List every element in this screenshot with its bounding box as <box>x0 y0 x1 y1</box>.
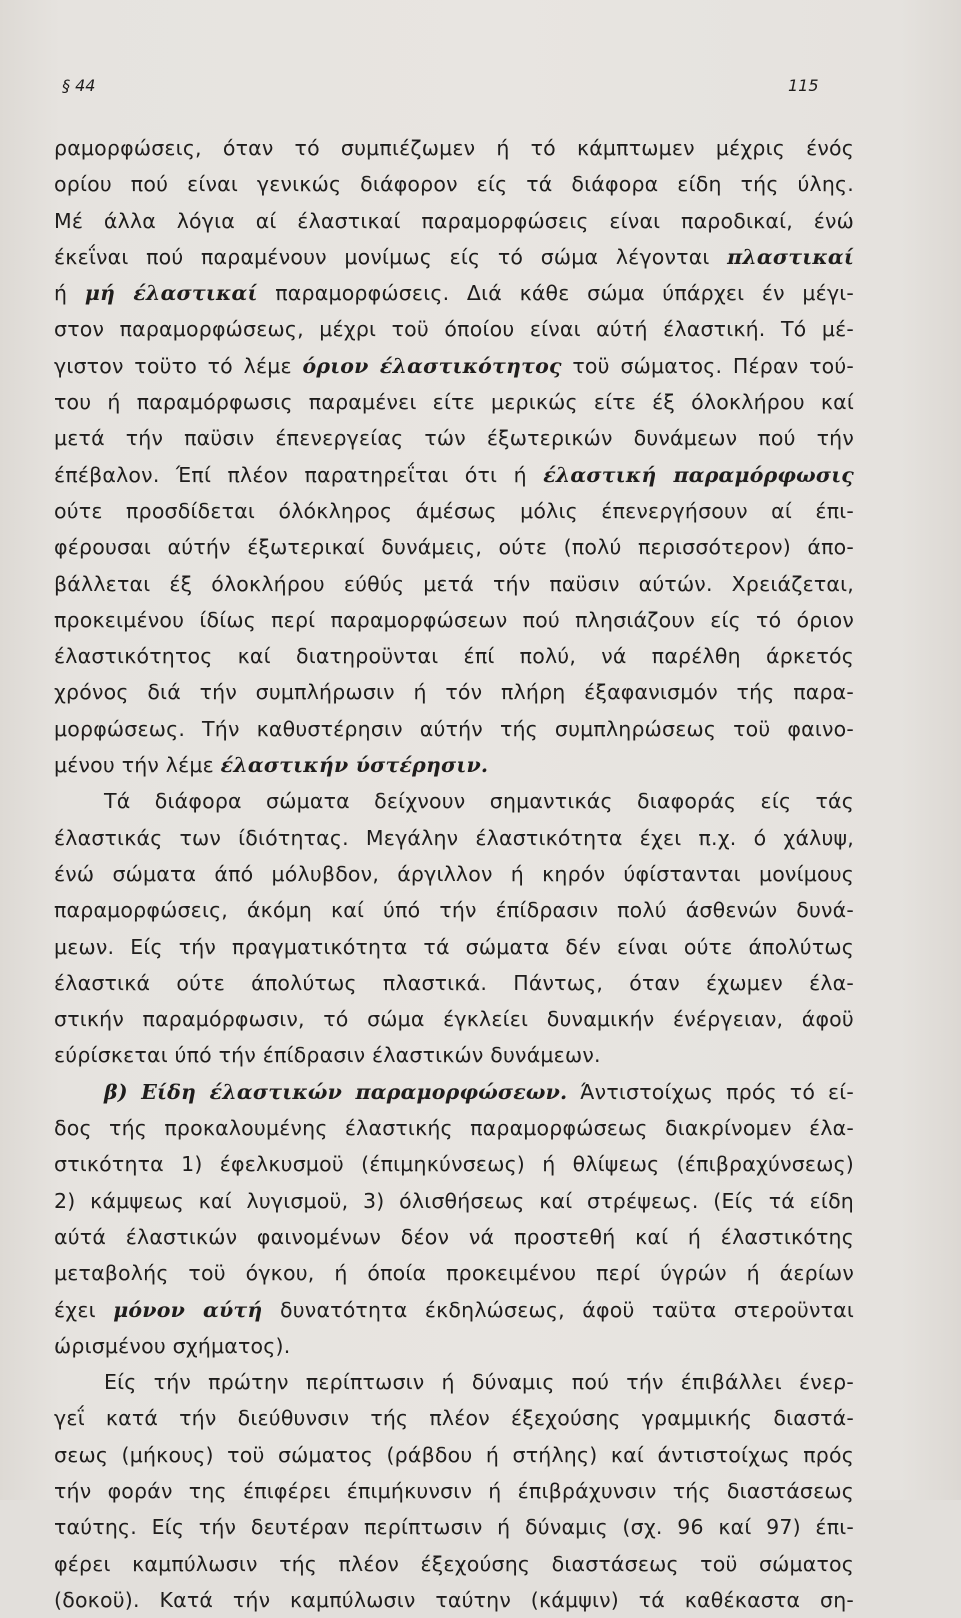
text-line <box>54 1292 854 1328</box>
subsection-heading-line <box>54 1074 854 1110</box>
text-run: τοϋ σώματος. Πέραν τού- <box>572 353 855 378</box>
text-line: έλαστικά ούτε άπολύτως πλαστικά. Πάντως, όταν έχωμεν έλα- <box>54 970 854 995</box>
text-line: στικότητα 1) έφελκυσμοϋ (έπιμηκύνσεως) ή θλίψεως (έπιβραχύνσεως) <box>54 1152 854 1177</box>
text-line: γεΐ κατά τήν διεύθυνσιν τής πλέον έξεχούσης γραμμικής διαστά- <box>54 1406 854 1431</box>
text-line: 2) κάμψεως καί λυγισμοϋ, 3) όλισθήσεως καί στρέψεως. (Είς τά είδη <box>54 1188 854 1213</box>
emphasis-term: όριον έλαστικότητος <box>302 353 562 378</box>
text-line: δος τής προκαλουμένης έλαστικής παραμορφώσεως διακρίνομεν έλα- <box>54 1116 854 1141</box>
text-line <box>54 239 854 275</box>
section-reference: § 44 <box>62 76 96 95</box>
text-line: εύρίσκεται ύπό τήν έπίδρασιν έλαστικών δυνάμεων. <box>54 1043 601 1068</box>
text-run: παραμορφώσεις. Διά κάθε σώμα ύπάρχει έν μέγι- <box>275 281 855 306</box>
text-run: ή <box>54 281 68 306</box>
text-line: τήν φοράν της έπιφέρει έπιμήκυνσιν ή έπιβράχυνσιν τής διαστάσεως <box>54 1478 854 1503</box>
text-line: (δοκοϋ). Κατά τήν καμπύλωσιν ταύτην (κάμψιν) τά καθέκαστα ση- <box>54 1587 854 1612</box>
text-line: φέρουσαι αύτήν έξωτερικαί δυνάμεις, ούτε (πολύ περισσότερον) άπο- <box>54 535 854 560</box>
text-line <box>54 348 854 384</box>
text-line <box>54 747 854 783</box>
page-number: 115 <box>788 76 819 95</box>
text-run: έχει <box>54 1297 96 1322</box>
text-line: φέρει καμπύλωσιν τής πλέον έξεχούσης διαστάσεως τοϋ σώματος <box>54 1551 854 1576</box>
text-run: μένου τήν λέμε <box>54 753 214 778</box>
text-line: μετά τήν παϋσιν έπενεργείας τών έξωτερικών δυνάμεων πού τήν <box>54 426 854 451</box>
text-line: παραμορφώσεις, άκόμη καί ύπό τήν έπίδρασιν πολύ άσθενών δυνά- <box>54 898 854 923</box>
body-text <box>54 130 854 1618</box>
emphasis-term: μόνον αύτή <box>113 1297 263 1322</box>
text-line: ώρισμένου σχήματος). <box>54 1333 291 1358</box>
text-line: του ή παραμόρφωσις παραμένει είτε μερικώς είτε έξ όλοκλήρου καί <box>54 390 854 415</box>
emphasis-term: έλαστική παραμόρφωσις <box>543 462 854 487</box>
paragraph-start-line: Είς τήν πρώτην περίπτωσιν ή δύναμις πού τήν έπιβάλλει ένερ- <box>104 1370 854 1395</box>
text-line: ορίου πού είναι γενικώς διάφορον είς τά διάφορα είδη τής ύλης. <box>54 172 854 197</box>
text-line: χρόνος διά τήν συμπλήρωσιν ή τόν πλήρη έξαφανισμόν τής παρα- <box>54 680 854 705</box>
text-line: αύτά έλαστικών φαινομένων δέον νά προστεθή καί ή έλαστικότης <box>54 1224 854 1249</box>
paragraph-start-line: Τά διάφορα σώματα δείχνουν σημαντικάς διαφοράς είς τάς <box>104 789 854 814</box>
text-line: μεων. Είς τήν πραγματικότητα τά σώματα δέν είναι ούτε άπολύτως <box>54 934 854 959</box>
text-run: Άντιστοίχως πρός τό εί- <box>580 1079 854 1104</box>
text-line: έλαστικάς των ίδιότητας. Μεγάλην έλαστικότητα έχει π.χ. ό χάλυψ, <box>54 825 854 850</box>
text-run: έπέβαλον. Έπί πλέον παρατηρεΐται ότι ή <box>54 462 527 487</box>
text-run: γιστον τοϋτο τό λέμε <box>54 353 292 378</box>
text-line: προκειμένου ίδίως περί παραμορφώσεων πού πλησιάζουν είς τό όριον <box>54 607 854 632</box>
text-line: μορφώσεως. Τήν καθυστέρησιν αύτήν τής συμπληρώσεως τοϋ φαινο- <box>54 716 854 741</box>
emphasis-term: πλαστικαί <box>727 244 854 269</box>
text-line: βάλλεται έξ όλοκλήρου εύθύς μετά τήν παϋσιν αύτών. Χρειάζεται, <box>54 571 854 596</box>
running-header <box>0 76 961 100</box>
subsection-heading: β) Είδη έλαστικών παραμορφώσεων. <box>104 1079 568 1104</box>
text-line: σεως (μήκους) τοϋ σώματος (ράβδου ή στήλης) καί άντιστοίχως πρός <box>54 1442 854 1467</box>
text-line: Μέ άλλα λόγια αί έλαστικαί παραμορφώσεις είναι παροδικαί, ένώ <box>54 208 854 233</box>
text-line: στικήν παραμόρφωσιν, τό σώμα έγκλείει δυναμικήν ένέργειαν, άφοϋ <box>54 1007 854 1032</box>
text-run: δυνατότητα έκδηλώσεως, άφοϋ ταϋτα στεροϋνται <box>279 1297 855 1322</box>
text-line: στον παραμορφώσεως, μέχρι τοϋ όποίου είναι αύτή έλαστική. Τό μέ- <box>54 317 854 342</box>
text-line: ταύτης. Είς τήν δευτέραν περίπτωσιν ή δύναμις (σχ. 96 καί 97) έπι- <box>54 1515 854 1540</box>
text-line <box>54 457 854 493</box>
emphasis-term: έλαστικήν ύστέρησιν. <box>220 753 489 778</box>
text-line: έλαστικότητος καί διατηροϋνται έπί πολύ, νά παρέλθη άρκετός <box>54 644 854 669</box>
text-line <box>54 275 854 311</box>
text-line: μεταβολής τοϋ όγκου, ή όποία προκειμένου περί ύγρών ή άερίων <box>54 1261 854 1286</box>
text-line: ούτε προσδίδεται όλόκληρος άμέσως μόλις έπενεργήσουν αί έπι- <box>54 498 854 523</box>
emphasis-term: μή έλαστικαί <box>84 281 258 306</box>
text-run: έκεΐναι πού παραμένουν μονίμως είς τό σώμα λέγονται <box>54 244 710 269</box>
text-line: ένώ σώματα άπό μόλυβδον, άργιλλον ή κηρόν ύφίστανται μονίμους <box>54 861 854 886</box>
text-line: ραμορφώσεις, όταν τό συμπιέζωμεν ή τό κάμπτωμεν μέχρις ένός <box>54 136 854 160</box>
